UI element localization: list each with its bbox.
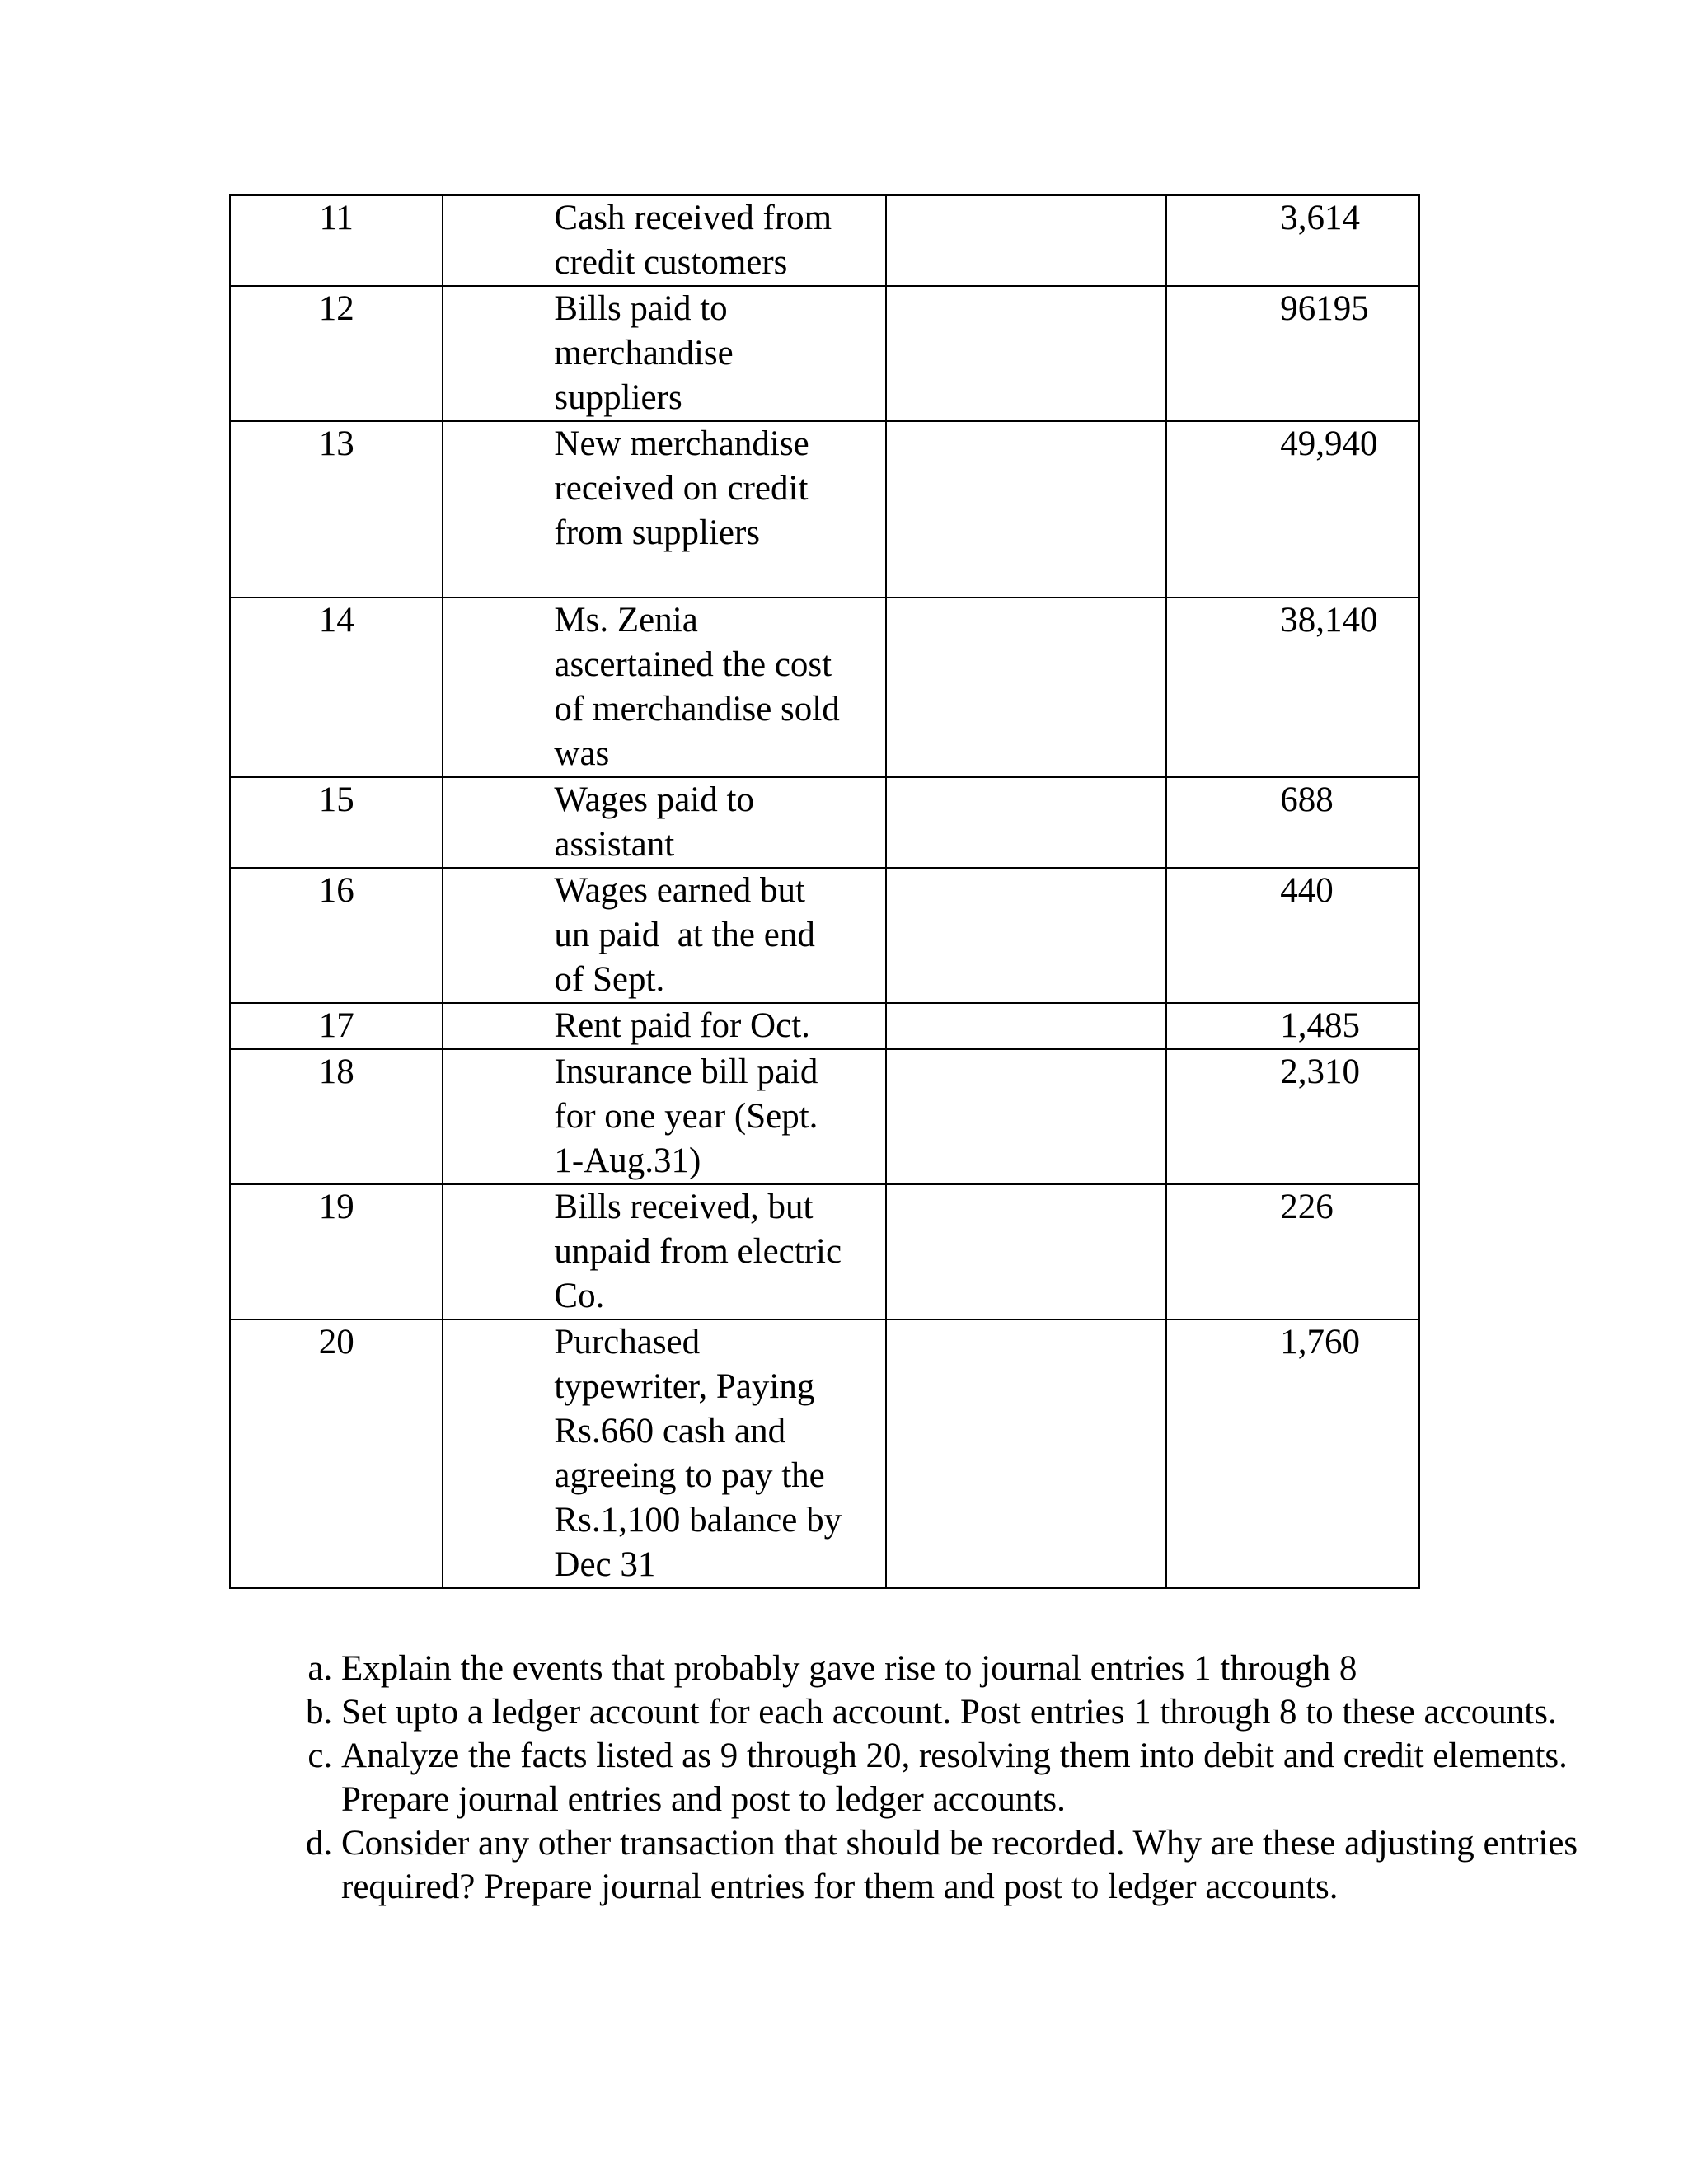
entry-amount: 226 — [1166, 1184, 1419, 1319]
entry-description — [443, 777, 886, 868]
entry-number: 14 — [230, 598, 443, 777]
description-line: was — [554, 734, 610, 773]
table-row — [230, 195, 1419, 286]
entry-description — [443, 195, 886, 286]
description-line: merchandise — [554, 334, 734, 373]
question-d: d. Consider any other transaction that should be recorded. Why are these adjusting entries required? Prepare journal entries for them and post to ledger accounts. — [341, 1821, 1594, 1909]
entry-amount: 38,140 — [1166, 598, 1419, 777]
description-line: for one year (Sept. — [554, 1097, 818, 1136]
entry-amount: 688 — [1166, 777, 1419, 868]
table-row — [230, 1049, 1419, 1184]
description-line: Bills received, but — [554, 1188, 814, 1226]
entry-description — [443, 868, 886, 1003]
description-line: from suppliers — [554, 513, 761, 552]
entry-amount: 440 — [1166, 868, 1419, 1003]
entry-amount: 3,614 — [1166, 195, 1419, 286]
description-line: Rs.1,100 balance by — [554, 1501, 842, 1540]
table-row — [230, 1319, 1419, 1588]
description-line: of merchandise sold — [554, 690, 840, 729]
description-line: typewriter, Paying — [554, 1367, 815, 1406]
entry-number: 17 — [230, 1003, 443, 1049]
entry-description — [443, 286, 886, 421]
empty-cell — [886, 868, 1166, 1003]
empty-cell — [886, 598, 1166, 777]
entry-number: 15 — [230, 777, 443, 868]
table-row — [230, 421, 1419, 598]
empty-cell — [886, 1003, 1166, 1049]
entry-number: 20 — [230, 1319, 443, 1588]
entry-number: 16 — [230, 868, 443, 1003]
description-line: Cash received from — [554, 199, 832, 237]
description-line: agreeing to pay the — [554, 1456, 825, 1495]
entry-description — [443, 1184, 886, 1319]
entry-amount: 2,310 — [1166, 1049, 1419, 1184]
question-b: b. Set upto a ledger account for each account. Post entries 1 through 8 to these accounts. — [341, 1690, 1594, 1734]
question-a: a. Explain the events that probably gave rise to journal entries 1 through 8 — [341, 1647, 1594, 1690]
journal-entries-table — [229, 194, 1420, 1589]
description-line: of Sept. — [554, 960, 665, 999]
description-line: 1-Aug.31) — [554, 1141, 701, 1180]
empty-cell — [886, 195, 1166, 286]
description-line: Wages earned but — [554, 871, 805, 910]
entry-description — [443, 1049, 886, 1184]
table-row — [230, 1184, 1419, 1319]
entry-number: 13 — [230, 421, 443, 598]
description-line: ascertained the cost — [554, 645, 832, 684]
description-line: credit customers — [554, 243, 788, 282]
description-line: Co. — [554, 1277, 605, 1315]
description-line: assistant — [554, 825, 675, 864]
description-line: received on credit — [554, 469, 809, 508]
entry-description — [443, 598, 886, 777]
description-line: Purchased — [554, 1323, 701, 1361]
entry-amount: 1,760 — [1166, 1319, 1419, 1588]
description-line: Rent paid for Oct. — [554, 1006, 810, 1045]
entry-description — [443, 1319, 886, 1588]
description-line: un paid at the end — [554, 916, 815, 954]
table-row — [230, 1003, 1419, 1049]
table-row — [230, 868, 1419, 1003]
table-row — [230, 598, 1419, 777]
entry-number: 18 — [230, 1049, 443, 1184]
entry-amount: 49,940 — [1166, 421, 1419, 598]
empty-cell — [886, 286, 1166, 421]
empty-cell — [886, 1184, 1166, 1319]
description-line: Rs.660 cash and — [554, 1412, 786, 1451]
entry-number: 19 — [230, 1184, 443, 1319]
entry-number: 11 — [230, 195, 443, 286]
description-line: Wages paid to — [554, 780, 754, 819]
entry-description — [443, 1003, 886, 1049]
empty-cell — [886, 1319, 1166, 1588]
table-row — [230, 777, 1419, 868]
empty-cell — [886, 777, 1166, 868]
description-line: Dec 31 — [554, 1545, 656, 1584]
question-c: c. Analyze the facts listed as 9 through 20, resolving them into debit and credit elements. Prepare journal entries and post to ledger accounts. — [341, 1734, 1594, 1821]
entry-description — [443, 421, 886, 598]
entry-amount: 1,485 — [1166, 1003, 1419, 1049]
empty-cell — [886, 1049, 1166, 1184]
description-line: Ms. Zenia — [554, 601, 698, 640]
description-line: Insurance bill paid — [554, 1052, 818, 1091]
description-line: unpaid from electric — [554, 1232, 842, 1271]
description-line: Bills paid to — [554, 289, 728, 328]
question-list — [292, 1647, 1594, 1909]
description-line: New merchandise — [554, 424, 809, 463]
empty-cell — [886, 421, 1166, 598]
entry-number: 12 — [230, 286, 443, 421]
description-line: suppliers — [554, 378, 682, 417]
table-row — [230, 286, 1419, 421]
entry-amount: 96195 — [1166, 286, 1419, 421]
